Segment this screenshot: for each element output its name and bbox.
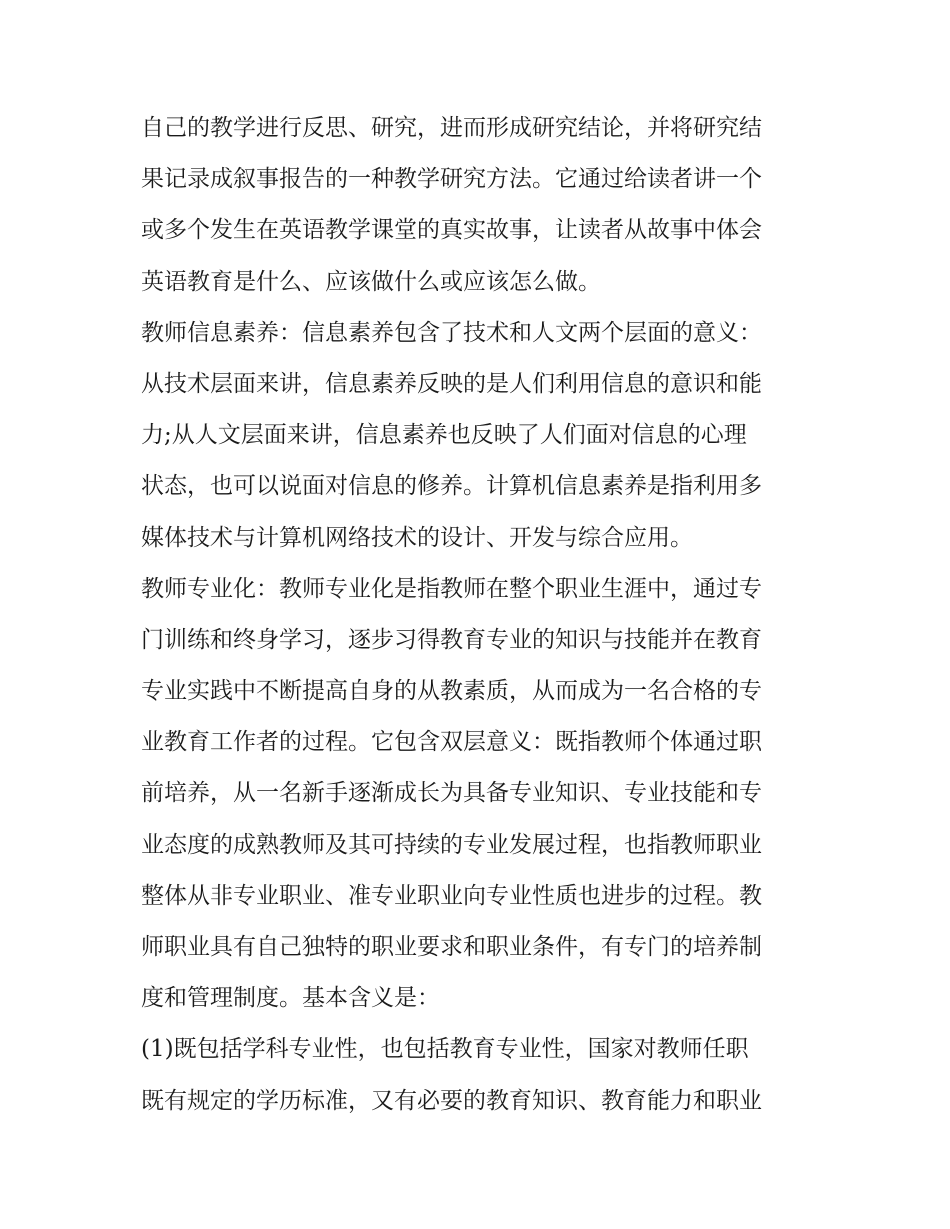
text-line: 整体从非专业职业、准专业职业向专业性质也进步的过程。教 <box>141 882 762 909</box>
text-line: 度和管理制度。基本含义是： <box>141 985 440 1012</box>
text-line: 力;从人文层面来讲，信息素养也反映了人们面对信息的心理 <box>141 422 747 449</box>
text-line: 或多个发生在英语教学课堂的真实故事，让读者从故事中体会 <box>141 217 762 244</box>
text-line: 果记录成叙事报告的一种教学研究方法。它通过给读者讲一个 <box>141 166 762 193</box>
text-line: 教师专业化：教师专业化是指教师在整个职业生涯中，通过专 <box>141 575 762 602</box>
text-line: 媒体技术与计算机网络技术的设计、开发与综合应用。 <box>141 524 693 551</box>
text-line: 既有规定的学历标准，又有必要的教育知识、教育能力和职业 <box>141 1087 762 1114</box>
text-line: 专业实践中不断提高自身的从教素质，从而成为一名合格的专 <box>141 678 762 705</box>
text-line: 前培养，从一名新手逐渐成长为具备专业知识、专业技能和专 <box>141 780 762 807</box>
text-line: 自己的教学进行反思、研究，进而形成研究结论，并将研究结 <box>141 115 762 141</box>
text-line: 从技术层面来讲，信息素养反映的是人们利用信息的意识和能 <box>141 370 762 397</box>
text-line: (1)既包括学科专业性，也包括教育专业性，国家对教师任职 <box>141 1036 749 1063</box>
text-line: 业态度的成熟教师及其可持续的专业发展过程，也指教师职业 <box>141 831 762 858</box>
text-line: 门训练和终身学习，逐步习得教育专业的知识与技能并在教育 <box>141 626 762 653</box>
text-line: 状态，也可以说面对信息的修养。计算机信息素养是指利用多 <box>141 473 762 500</box>
text-line: 师职业具有自己独特的职业要求和职业条件，有专门的培养制 <box>141 934 762 960</box>
document-body <box>141 103 813 1127</box>
text-line: 英语教育是什么、应该做什么或应该怎么做。 <box>141 268 601 295</box>
text-line: 业教育工作者的过程。它包含双层意义：既指教师个体通过职 <box>141 729 762 756</box>
text-line: 教师信息素养：信息素养包含了技术和人文两个层面的意义： <box>141 319 762 346</box>
